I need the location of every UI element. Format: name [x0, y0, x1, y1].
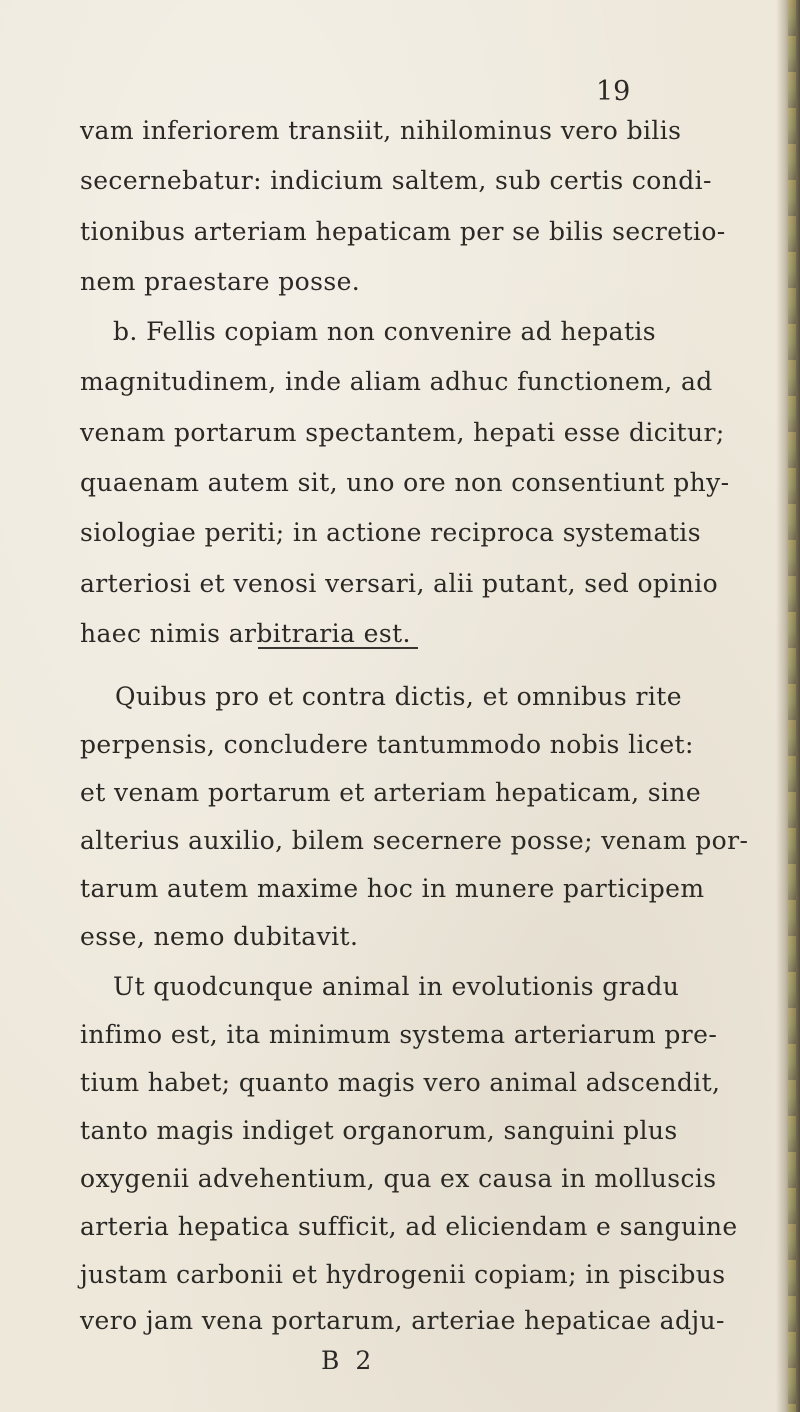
text-line: tium habet; quanto magis vero animal adscendit,: [80, 1068, 721, 1097]
text-line: esse, nemo dubitavit.: [80, 922, 359, 951]
text-line: b. Fellis copiam non convenire ad hepatis: [113, 317, 657, 346]
page-edge-strip: [788, 0, 796, 1412]
page-number: 19: [596, 76, 631, 107]
text-line: siologiae periti; in actione reciproca systematis: [80, 518, 701, 547]
text-line: et venam portarum et arteriam hepaticam, sine: [80, 778, 702, 807]
text-line: perpensis, concludere tantummodo nobis licet:: [80, 730, 694, 759]
text-line: tanto magis indiget organorum, sanguini plus: [80, 1116, 678, 1145]
signature-mark: B 2: [321, 1346, 376, 1375]
text-line: vam inferiorem transiit, nihilominus vero bilis: [80, 116, 682, 145]
text-line: oxygenii advehentium, qua ex causa in molluscis: [80, 1164, 717, 1193]
text-line: nem praestare posse.: [80, 267, 361, 296]
text-line: alterius auxilio, bilem secernere posse; venam por-: [80, 826, 749, 855]
text-line: quaenam autem sit, uno ore non consentiunt phy-: [80, 468, 730, 497]
text-line: tionibus arteriam hepaticam per se bilis secretio-: [80, 217, 726, 246]
text-line: haec nimis arbitraria est.: [80, 619, 411, 648]
text-line: magnitudinem, inde aliam adhuc functionem, ad: [80, 367, 713, 396]
text-line: infimo est, ita minimum systema arteriarum pre-: [80, 1020, 718, 1049]
text-line: arteriosi et venosi versari, alii putant, sed opinio: [80, 569, 719, 598]
text-line: Quibus pro et contra dictis, et omnibus rite: [115, 682, 682, 711]
text-line: Ut quodcunque animal in evolutionis gradu: [113, 972, 680, 1001]
text-line: secernebatur: indicium saltem, sub certis condi-: [80, 166, 712, 195]
text-line: arteria hepatica sufficit, ad eliciendam e sanguine: [80, 1212, 738, 1241]
text-line: venam portarum spectantem, hepati esse dicitur;: [80, 418, 725, 447]
text-line: justam carbonii et hydrogenii copiam; in piscibus: [80, 1260, 726, 1289]
text-line: vero jam vena portarum, arteriae hepaticae adju-: [80, 1306, 725, 1335]
section-divider: [258, 647, 418, 649]
text-line: tarum autem maxime hoc in munere participem: [80, 874, 705, 903]
